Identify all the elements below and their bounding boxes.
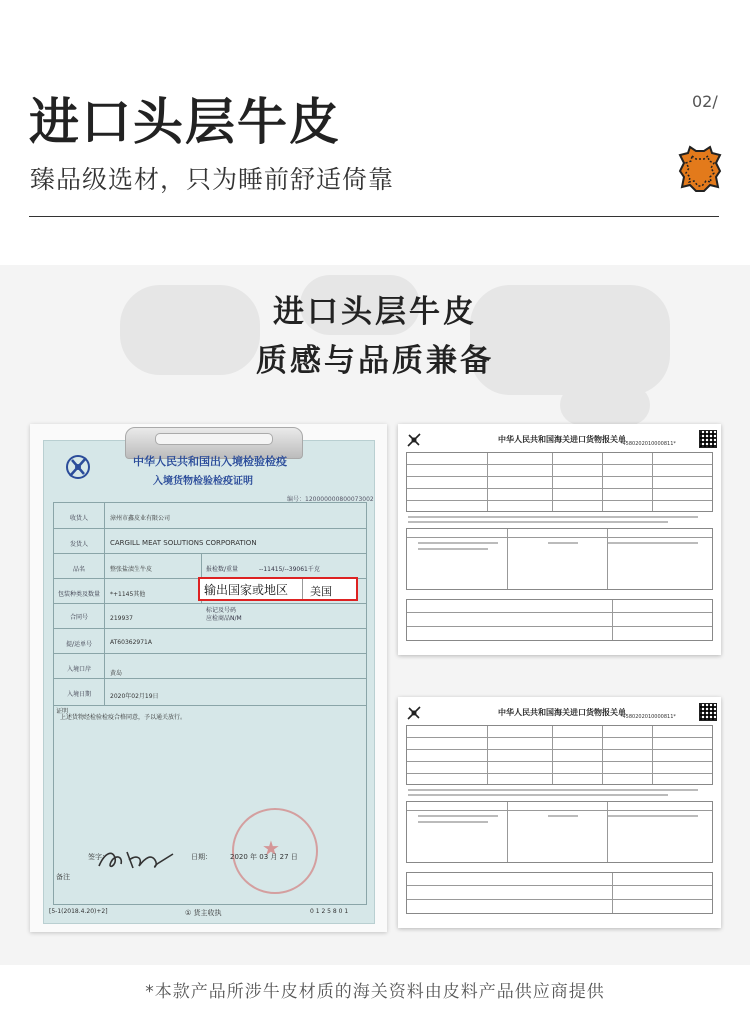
signature-label: 签字：: [88, 853, 109, 861]
form-number: 0 1 2 5 8 0 1: [310, 908, 349, 915]
table-row: 发货人 CARGILL MEAT SOLUTIONS CORPORATION: [54, 528, 366, 554]
section-title-line1: 进口头层牛皮: [273, 294, 477, 330]
certificate-remarks-area: [53, 704, 367, 905]
copy-label: ① 货主收执: [185, 909, 222, 917]
origin-country-label: 输出国家或地区: [204, 583, 289, 597]
section-title-line2: 质感与品质兼备: [256, 343, 494, 379]
table-row: 包装种类及数量 *+1145其他: [54, 578, 366, 604]
table-row: 收货人 漳州市鑫皮业有限公司: [69, 515, 171, 522]
qr-code-icon: [699, 430, 717, 448]
table-row: 提/运单号 AT60362971A: [54, 628, 366, 654]
customs-number: *4580202010000811*: [620, 441, 676, 447]
page-subtitle: 臻品级选材，只为睡前舒适倚靠: [30, 165, 395, 194]
table-row: 入境口岸 黄岛: [54, 653, 366, 679]
certificate-subtitle: 入境货物检验检疫证明: [153, 476, 253, 487]
proof-label: 证明: [56, 708, 69, 715]
customs-title: 中华人民共和国海关进口货物报关单: [498, 708, 626, 717]
certificate-title: 中华人民共和国出入境检验检疫: [133, 455, 287, 468]
certificate-serial: 编号：120000000800073002: [287, 496, 374, 503]
page-title: 进口头层牛皮: [29, 93, 341, 151]
origin-country-value: 美国: [310, 585, 332, 598]
customs-declaration-2: [398, 697, 721, 928]
footer-note: *本款产品所涉牛皮材质的海关资料由皮料产品供应商提供: [145, 982, 605, 1002]
table-row: 入境日期 2020年02月19日: [54, 678, 366, 705]
remark-label: 备注: [56, 873, 70, 881]
leather-hide-icon: [676, 143, 724, 193]
form-code: [5-1(2018.4.20)+2]: [49, 908, 108, 915]
proof-text: 上述货物经检验检疫合格同意，予以通关放行。: [60, 714, 187, 721]
inspection-emblem-icon: [62, 452, 94, 482]
customs-number: *4580202010000811*: [620, 714, 676, 720]
header-divider: [29, 216, 719, 217]
date-label: 日期：: [191, 853, 212, 861]
table-row: 合同号 219937 标记及号码 应检商品N/M: [54, 603, 366, 629]
customs-emblem-icon: [406, 705, 422, 721]
page-number: 02/: [692, 92, 718, 111]
date-value: 2020 年 03 月 27 日: [230, 853, 298, 861]
customs-declaration-1: [398, 424, 721, 655]
customs-emblem-icon: [406, 432, 422, 448]
seal-star-icon: ★: [262, 836, 280, 860]
handwritten-signature: [93, 844, 183, 874]
customs-title: 中华人民共和国海关进口货物报关单: [498, 435, 626, 444]
certificate-table: [53, 502, 367, 706]
table-row: 品名 整张盐渍生牛皮 报检数/重量 --11415/--39061千克: [54, 553, 366, 579]
qr-code-icon: [699, 703, 717, 721]
